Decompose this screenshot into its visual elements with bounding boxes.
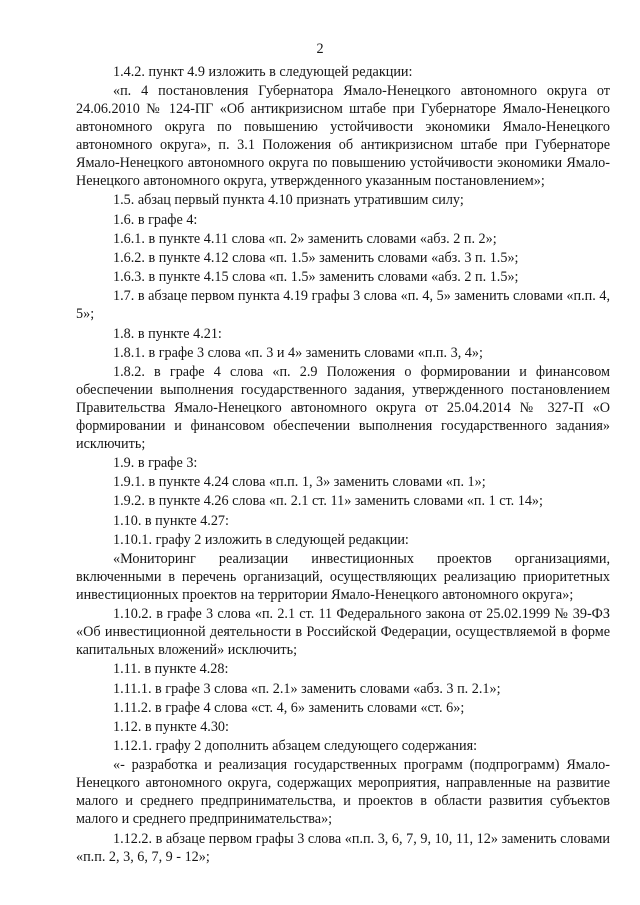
paragraph-quote-4-9: «п. 4 постановления Губернатора Ямало-Ненецкого автономного округа от 24.06.2010 № 124-ПГ «Об антикризисном штабе при Губернаторе Ямало-Ненецкого автономного округа по повышению устойчивости экономики Ямало-Ненецкого автономного округа», п. 3.1 Положения об антикризисном штабе при Губернаторе Ямало-Ненецкого автономного округа по повышению устойчивости экономики Ямало-Ненецкого автономного округа, утвержденного указанным постановлением»; xyxy=(76,83,610,190)
paragraph-1-8: 1.8. в пункте 4.21: xyxy=(113,325,222,342)
paragraph-1-10-1: 1.10.1. графу 2 изложить в следующей редакции: xyxy=(113,531,409,548)
paragraph-1-9-2: 1.9.2. в пункте 4.26 слова «п. 2.1 ст. 11» заменить словами «п. 1 ст. 14»; xyxy=(113,493,543,510)
paragraph-1-7: 1.7. в абзаце первом пункта 4.19 графы 3 слова «п. 4, 5» заменить словами «п.п. 4, 5»; xyxy=(76,288,610,323)
paragraph-1-12: 1.12. в пункте 4.30: xyxy=(113,718,229,735)
paragraph-1-12-1: 1.12.1. графу 2 дополнить абзацем следующего содержания: xyxy=(113,738,478,755)
paragraph-1-5: 1.5. абзац первый пункта 4.10 признать утратившим силу; xyxy=(113,192,464,209)
paragraph-1-6-3: 1.6.3. в пункте 4.15 слова «п. 1.5» заменить словами «абз. 2 п. 1.5»; xyxy=(113,269,519,286)
paragraph-1-6: 1.6. в графе 4: xyxy=(113,211,198,228)
paragraph-1-11: 1.11. в пункте 4.28: xyxy=(113,661,229,678)
paragraph-1-6-1: 1.6.1. в пункте 4.11 слова «п. 2» заменить словами «абз. 2 п. 2»; xyxy=(113,230,497,247)
paragraph-1-8-2: 1.8.2. в графе 4 слова «п. 2.9 Положения о формировании и финансовом обеспечении выполнения государственного задания, утвержденного постановлением Правительства Ямало-Ненецкого автономного округа от 25.04.2014 № 327-П «О формировании и финансовом обеспечении выполнения государственного задания» исключить; xyxy=(76,363,610,452)
paragraph-quote-monitoring: «Мониторинг реализации инвестиционных проектов организациями, включенными в перечень организаций, осуществляющих реализацию приоритетных инвестиционных проектов на территории Ямало-Ненецкого автономного округа»; xyxy=(76,551,610,603)
paragraph-1-12-2: 1.12.2. в абзаце первом графы 3 слова «п.п. 3, 6, 7, 9, 10, 11, 12» заменить словами «п.п. 2, 3, 6, 7, 9 - 12»; xyxy=(76,830,610,865)
paragraph-1-10-2: 1.10.2. в графе 3 слова «п. 2.1 ст. 11 Федерального закона от 25.02.1999 № 39-ФЗ «Об инвестиционной деятельности в Российской Федерации, осуществляемой в форме капитальных вложений» исключить; xyxy=(76,606,610,659)
paragraph-1-9-1: 1.9.1. в пункте 4.24 слова «п.п. 1, 3» заменить словами «п. 1»; xyxy=(113,474,486,491)
paragraph-1-11-1: 1.11.1. в графе 3 слова «п. 2.1» заменить словами «абз. 3 п. 2.1»; xyxy=(113,680,501,697)
document-body xyxy=(76,63,610,867)
paragraph-1-8-1: 1.8.1. в графе 3 слова «п. 3 и 4» заменить словами «п.п. 3, 4»; xyxy=(113,344,483,361)
page-number: 2 xyxy=(316,41,324,57)
paragraph-1-4-2: 1.4.2. пункт 4.9 изложить в следующей редакции: xyxy=(113,64,413,80)
paragraph-1-11-2: 1.11.2. в графе 4 слова «ст. 4, 6» заменить словами «ст. 6»; xyxy=(113,699,465,716)
paragraph-1-6-2: 1.6.2. в пункте 4.12 слова «п. 1.5» заменить словами «абз. 3 п. 1.5»; xyxy=(113,249,519,266)
paragraph-1-9: 1.9. в графе 3: xyxy=(113,455,198,472)
paragraph-quote-programs: «- разработка и реализация государственных программ (подпрограмм) Ямало-Ненецкого автономного округа, содержащих мероприятия, направленные на развитие малого и среднего предпринимательства, и проектов в области развития субъектов малого и среднего предпринимательства»; xyxy=(76,757,610,828)
paragraph-1-10: 1.10. в пункте 4.27: xyxy=(113,512,229,529)
